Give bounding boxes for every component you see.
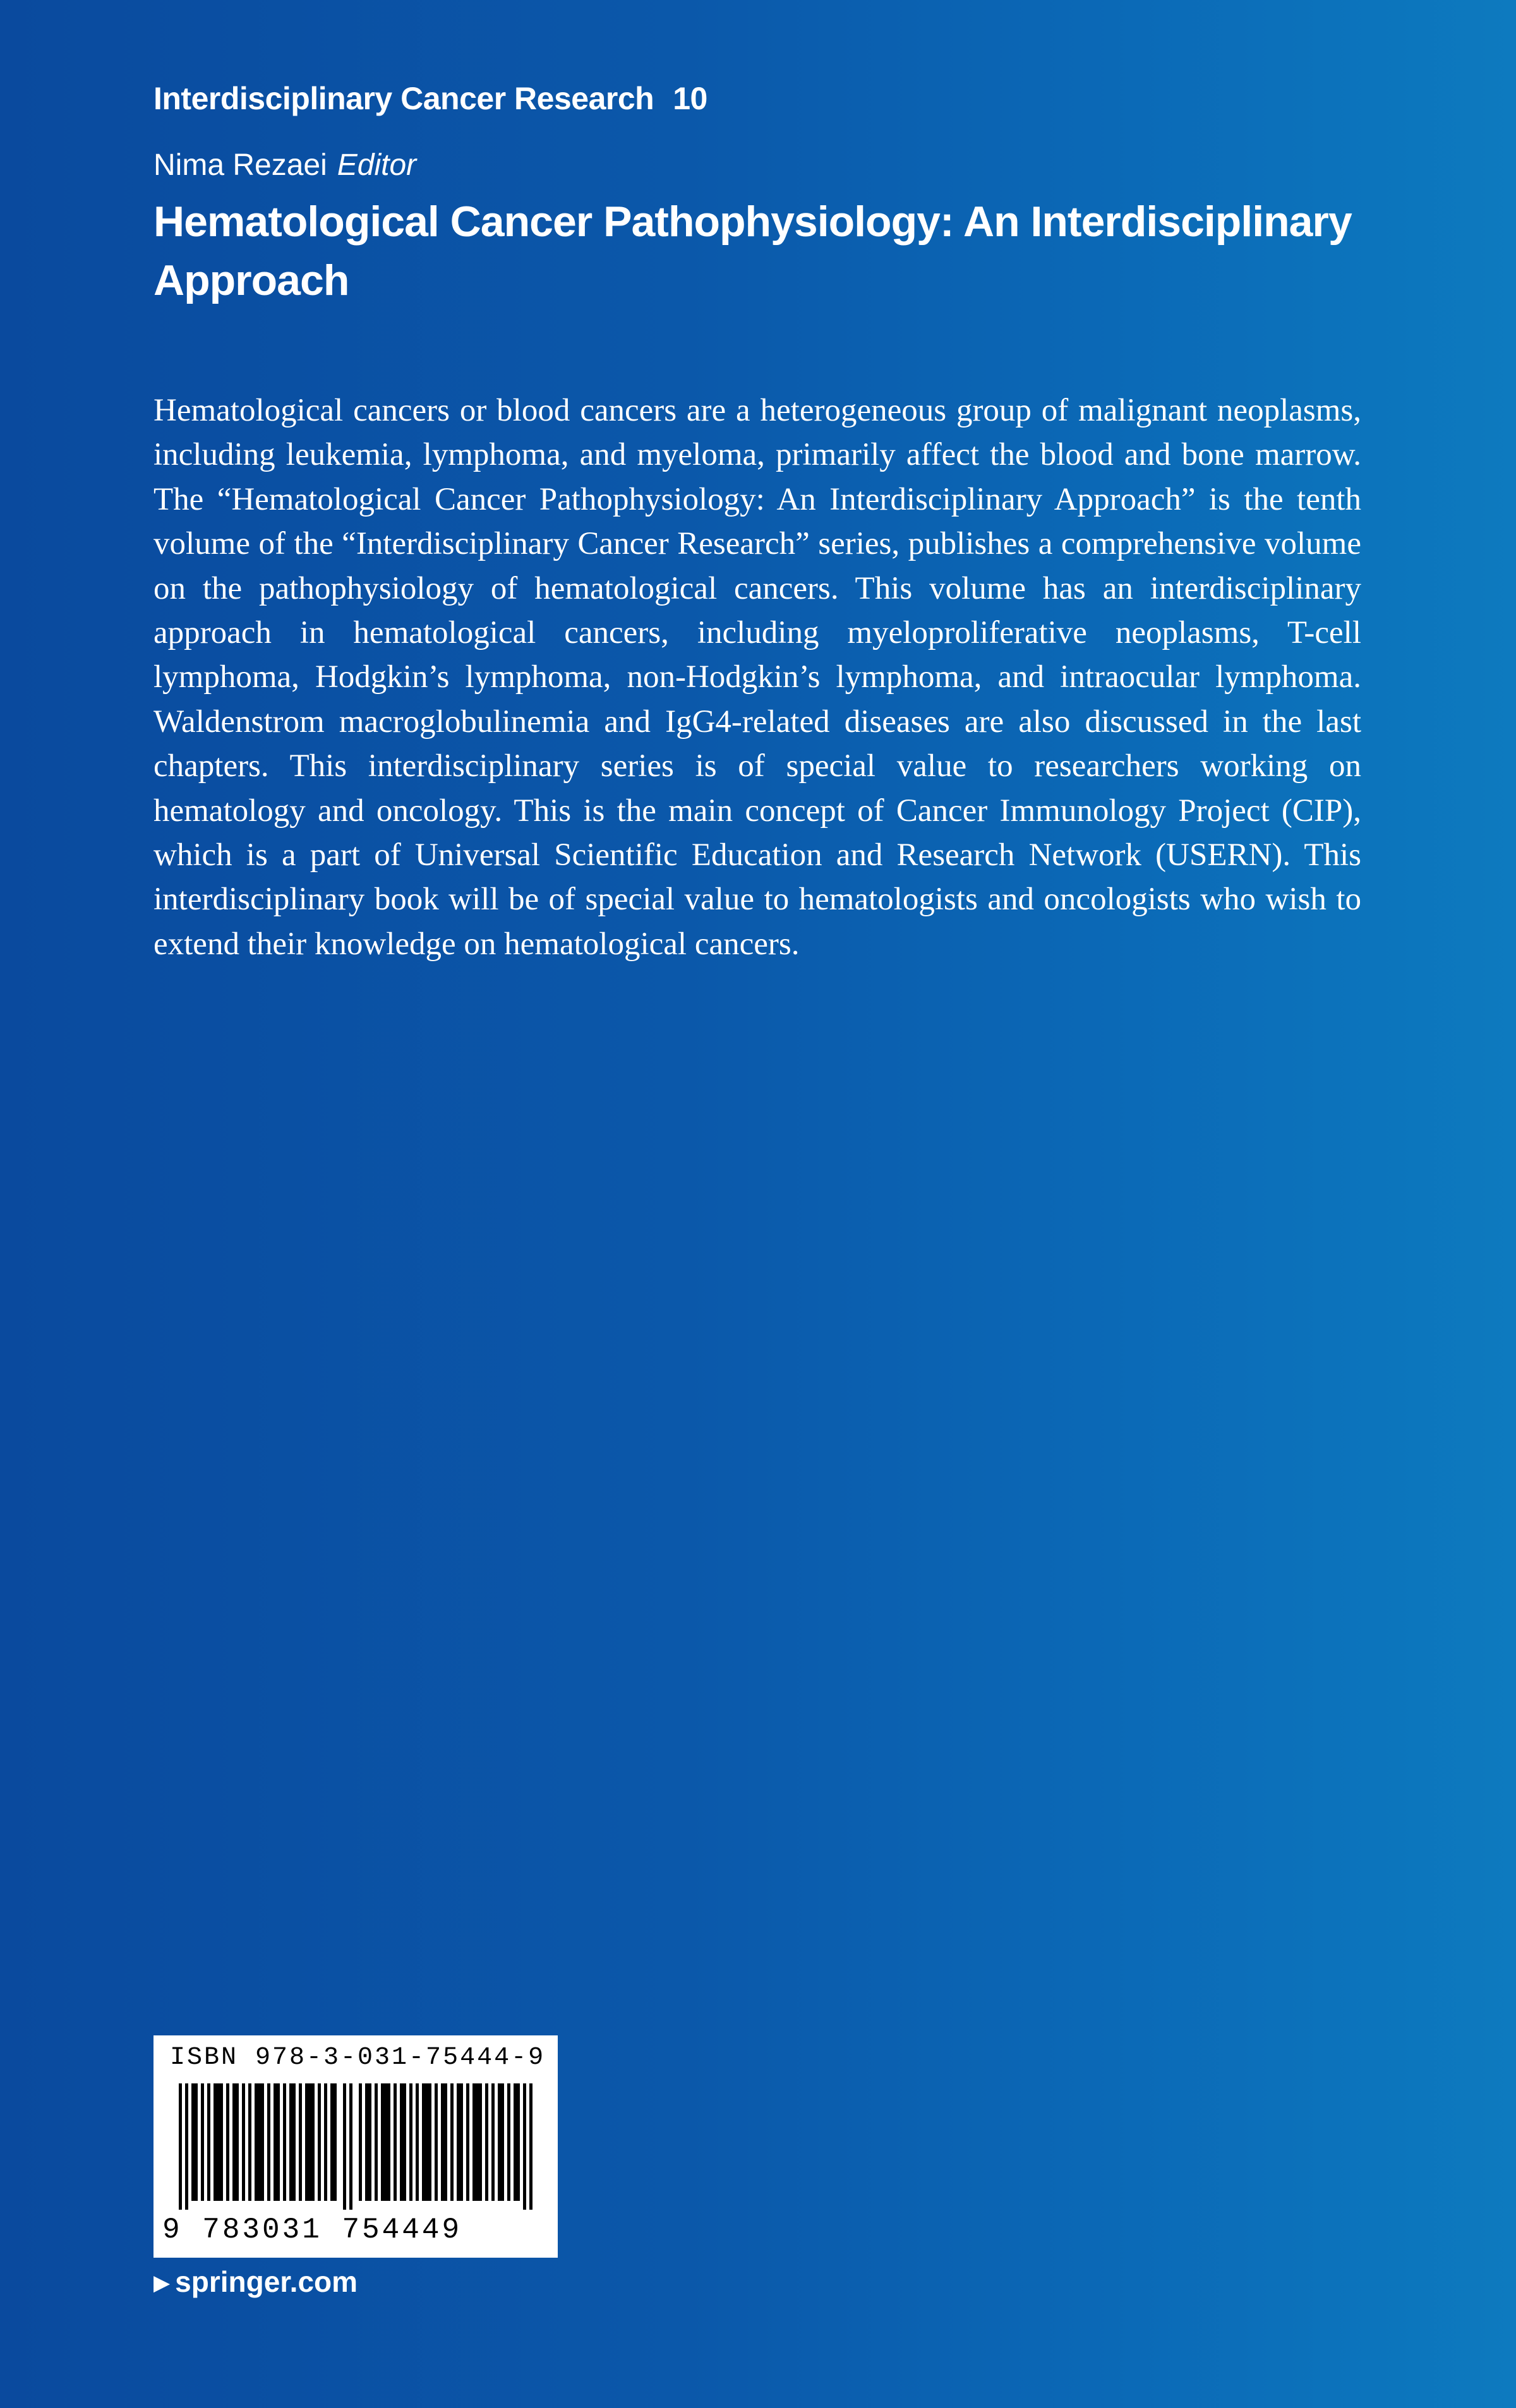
series-volume: 10 <box>673 81 707 116</box>
publisher-link[interactable] <box>153 2264 358 2301</box>
series-name: Interdisciplinary Cancer Research <box>153 81 654 116</box>
isbn-label: ISBN 978-3-031-75444-9 <box>170 2044 546 2072</box>
editor-name: Nima Rezaei <box>153 148 327 182</box>
publisher-url: springer.com <box>175 2265 358 2298</box>
editor-line <box>153 147 416 184</box>
book-description: Hematological cancers or blood cancers are a heterogeneous group of malignant neoplasms, including leukemia, lymphoma, and myeloma, primarily affect the blood and bone marrow. The “Hematological Cancer Pathophysiology: An Interdisciplinary Approach” is the tenth volume of the “Interdisciplinary Cancer Research” series, publishes a comprehensive volume on the pathophysiology of hematological cancers. This volume has an interdisciplinary approach in hematological cancers, including myeloproliferative neoplasms, T-cell lymphoma, Hodgkin’s lymphoma, non-Hodgkin’s lymphoma, and intraocular lymphoma. Waldenstrom macroglobulinemia and IgG4-related diseases are also discussed in the last chapters. This interdisciplinary series is of special value to researchers working on hematology and oncology. This is the main concept of Cancer Immunology Project (CIP), which is a part of Universal Scientific Education and Research Network (USERN). This interdisciplinary book will be of special value to hematologists and oncologists who wish to extend their knowledge on hematological cancers. <box>153 393 1361 962</box>
triangle-right-icon: ▶ <box>153 2271 171 2295</box>
series-line <box>153 79 707 118</box>
barcode-digits: 9 783031 754449 <box>162 2213 462 2246</box>
editor-role: Editor <box>337 148 417 182</box>
barcode-icon <box>179 2083 532 2210</box>
isbn-barcode-block <box>153 2035 558 2258</box>
book-title: Hematological Cancer Pathophysiology: An Interdisciplinary Approach <box>153 198 1352 304</box>
